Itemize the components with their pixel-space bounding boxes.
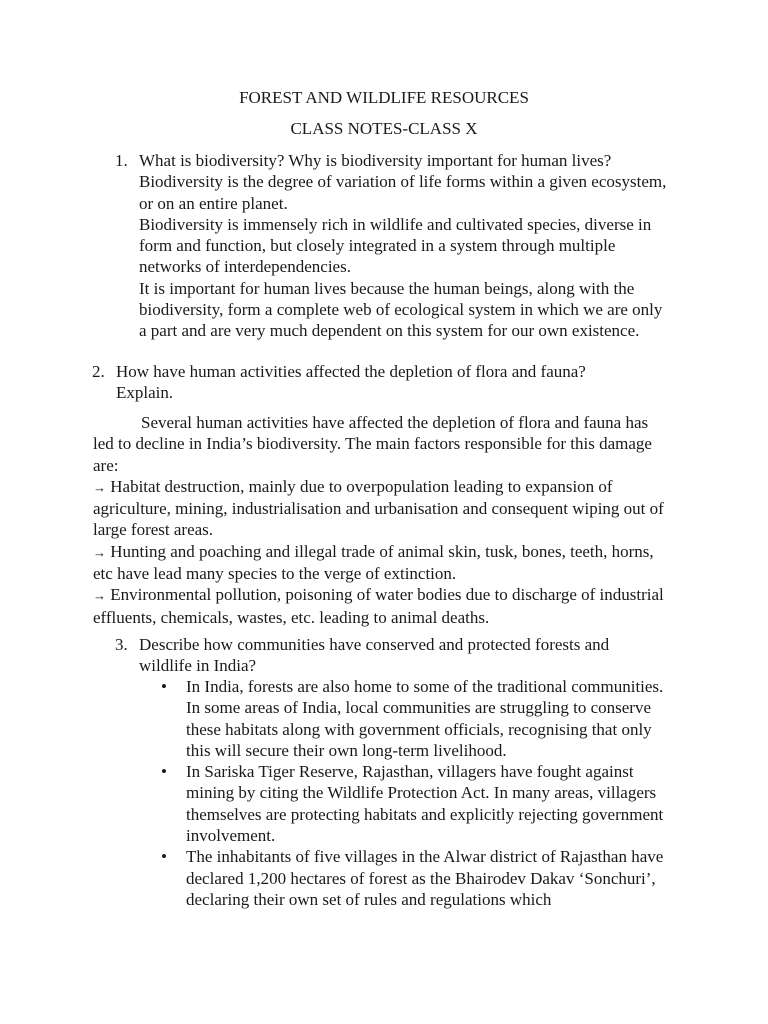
list-item xyxy=(161,676,676,761)
q3-number: 3. xyxy=(115,635,128,654)
document-title: FOREST AND WILDLIFE RESOURCES xyxy=(239,88,529,107)
list-item xyxy=(161,846,676,910)
q1-question: What is biodiversity? Why is biodiversity important for human lives? xyxy=(139,151,612,170)
q2-point-pollution xyxy=(93,584,673,628)
arrow-right-icon: → xyxy=(93,479,106,495)
q3-bullet-sariska: In Sariska Tiger Reserve, Rajasthan, villagers have fought against mining by citing the Wildlife Protection Act. In many areas, villagers themselves are protecting habitats and explicitly rejecting government involvement. xyxy=(186,762,664,846)
list-item xyxy=(161,761,676,846)
q1-answer-definition: Biodiversity is the degree of variation of life forms within a given ecosystem, or on an entire planet. xyxy=(139,172,667,213)
q2-point-habitat xyxy=(93,476,673,541)
bullet-icon: • xyxy=(161,677,167,696)
q3-bullet-alwar: The inhabitants of five villages in the Alwar district of Rajasthan have declared 1,200 hectares of forest as the Bhairodev Dakav ‘Sonchuri’, declaring their own set of rules and regulations which xyxy=(186,847,664,909)
q1-number: 1. xyxy=(115,151,128,170)
q2-answer xyxy=(93,412,673,628)
q3-bullet-traditional-communities: In India, forests are also home to some of the traditional communities. In some areas of India, local communities are struggling to conserve these habitats along with government officials, recognising that only this will secure their own long-term livelihood. xyxy=(186,677,664,760)
q2-point-hunting-text: Hunting and poaching and illegal trade of animal skin, tusk, bones, teeth, horns, etc have lead many species to the verge of extinction. xyxy=(93,541,654,584)
q1-answer-richness: Biodiversity is immensely rich in wildlife and cultivated species, diverse in form and function, but closely integrated in a system through multiple networks of interdependencies. xyxy=(139,214,652,277)
q3-bullet-list xyxy=(161,676,676,910)
bullet-icon: • xyxy=(161,847,167,867)
q2-question: How have human activities affected the depletion of flora and fauna? Explain. xyxy=(116,362,586,403)
q2-intro: Several human activities have affected the depletion of flora and fauna has led to decline in India’s biodiversity. The main factors responsible for this damage are: xyxy=(93,413,652,475)
q1-answer-importance: It is important for human lives because the human beings, along with the biodiversity, form a complete web of ecological system in which we are only a part and are very much dependent on this system for our own existence. xyxy=(139,278,663,341)
document-subtitle: CLASS NOTES-CLASS X xyxy=(290,119,478,138)
bullet-icon: • xyxy=(161,762,167,782)
arrow-right-icon: → xyxy=(93,544,106,560)
arrow-right-icon: → xyxy=(93,588,106,604)
q2-point-hunting xyxy=(93,541,673,585)
q1-block xyxy=(139,150,669,342)
q2-point-habitat-text: Habitat destruction, mainly due to overpopulation leading to expansion of agriculture, mining, industrialisation and urbanisation and consequent wiping out of large forest areas. xyxy=(93,476,664,540)
q2-point-pollution-text: Environmental pollution, poisoning of water bodies due to discharge of industrial effluents, chemicals, wastes, etc. leading to animal deaths. xyxy=(93,585,664,627)
q3-question: Describe how communities have conserved and protected forests and wildlife in India? xyxy=(139,635,610,676)
q2-number: 2. xyxy=(92,362,105,381)
